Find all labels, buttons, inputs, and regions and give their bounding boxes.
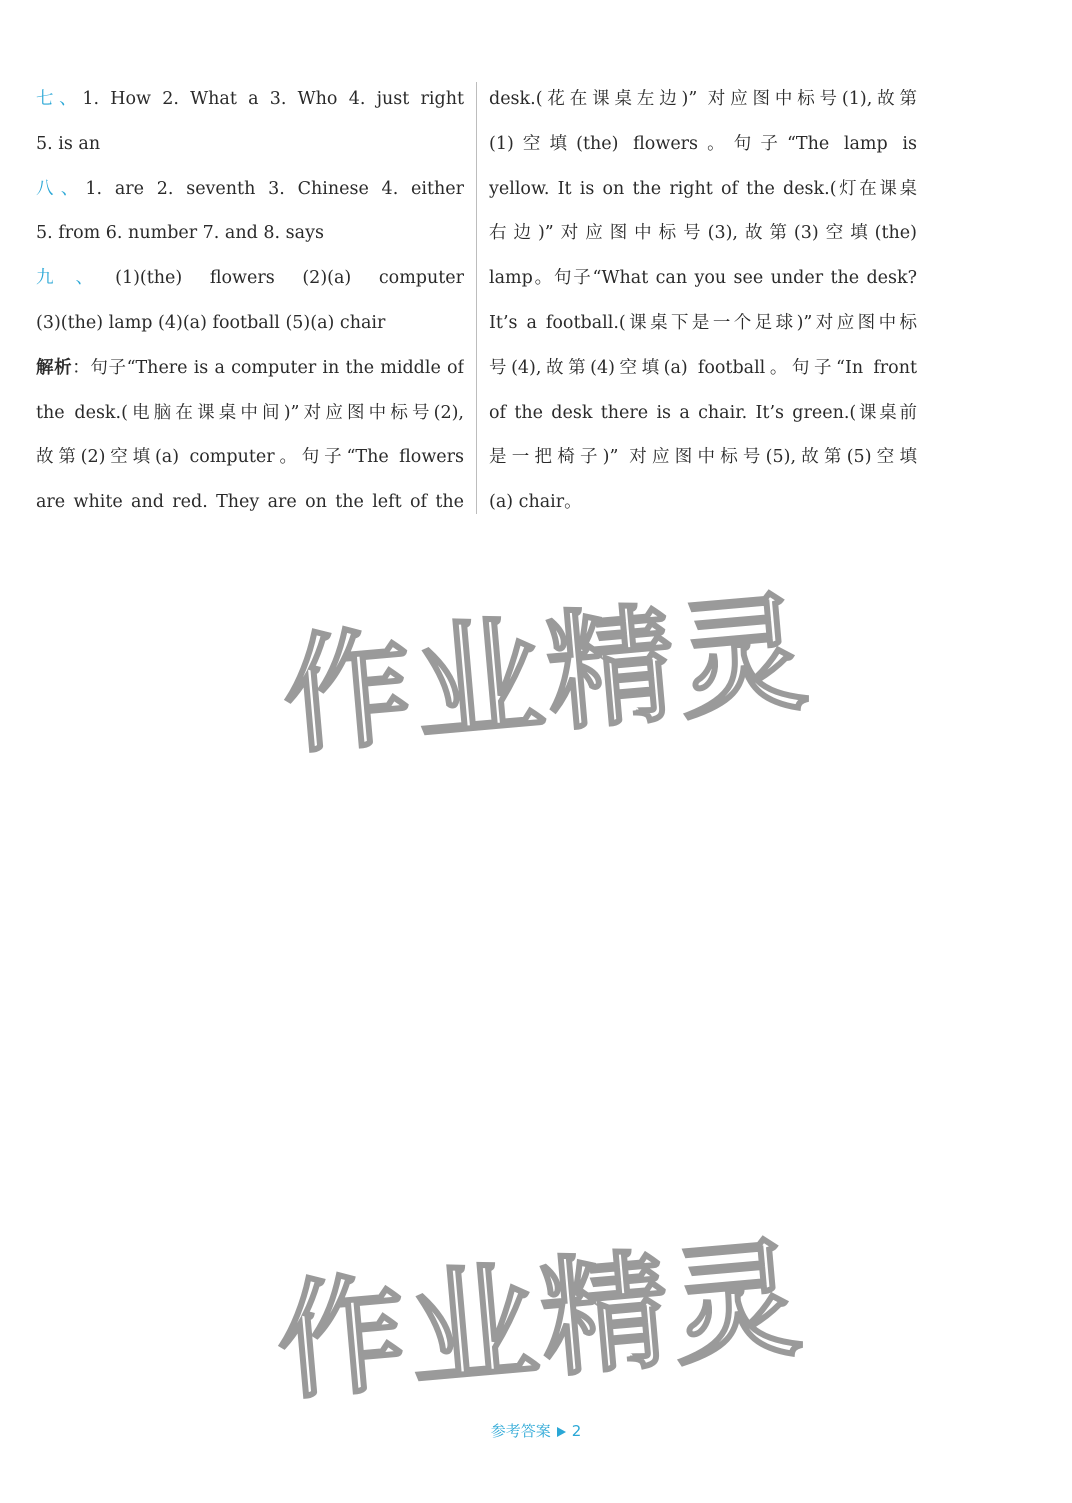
analysis-line-4: are white and red. They are on the left of the — [36, 492, 464, 513]
page-number: 2 — [571, 1422, 582, 1440]
q9-marker: 九、 — [36, 268, 116, 289]
right-column — [489, 77, 917, 525]
analysis-line-1 — [36, 346, 464, 391]
watermark-top: 作业精灵 — [277, 578, 817, 773]
right-line-3: yellow. It is on the right of the desk.(灯在课桌 — [489, 178, 917, 199]
q8-answers-1: 1. are 2. seventh 3. Chinese 4. either — [85, 178, 464, 199]
analysis-label: 解析 — [36, 357, 73, 378]
watermark-bottom: 作业精灵 — [271, 1224, 811, 1419]
footer-label: 参考答案 — [490, 1422, 551, 1440]
right-line-4: 右边)”对应图中标号(3),故第(3)空填(the) — [489, 223, 917, 244]
analysis-text-1: ：句子“There is a computer in the middle of — [72, 357, 464, 378]
left-column — [36, 77, 464, 525]
column-divider — [476, 82, 477, 514]
q8-line-2: 5. from 6. number 7. and 8. says — [36, 223, 324, 244]
right-line-7: 号(4),故第(4)空填(a) football。句子“In front — [489, 357, 917, 378]
triangle-right-icon — [557, 1427, 566, 1437]
analysis-line-3: 故第(2)空填(a) computer。句子“The flowers — [36, 447, 464, 468]
right-line-8: of the desk there is a chair. It’s green.(课桌前 — [489, 402, 917, 423]
page-footer — [0, 1420, 1072, 1441]
q9-answers-1: (1)(the) flowers (2)(a) computer — [115, 268, 464, 289]
right-line-5: lamp。句子“What can you see under the desk? — [489, 268, 917, 289]
analysis-line-2: the desk.(电脑在课桌中间)”对应图中标号(2), — [36, 402, 464, 423]
q7-line-1 — [36, 77, 464, 122]
q7-answers-1: 1. How 2. What a 3. Who 4. just right — [82, 89, 464, 109]
q8-marker: 八、 — [36, 178, 86, 199]
q8-line-1 — [36, 167, 464, 212]
q9-line-2: (3)(the) lamp (4)(a) football (5)(a) chair — [36, 312, 386, 333]
right-line-1: desk.(花在课桌左边)” 对应图中标号(1),故第 — [489, 89, 917, 109]
q7-line-2: 5. is an — [36, 133, 101, 154]
q7-marker: 七、 — [36, 89, 83, 109]
right-line-2: (1)空填(the) flowers。句子“The lamp is — [489, 133, 917, 154]
right-line-6: It’s a football.(课桌下是一个足球)”对应图中标 — [489, 312, 917, 333]
right-line-9: 是一把椅子)” 对应图中标号(5),故第(5)空填 — [489, 447, 917, 468]
q9-line-1 — [36, 256, 464, 301]
right-line-10: (a) chair。 — [489, 492, 582, 513]
